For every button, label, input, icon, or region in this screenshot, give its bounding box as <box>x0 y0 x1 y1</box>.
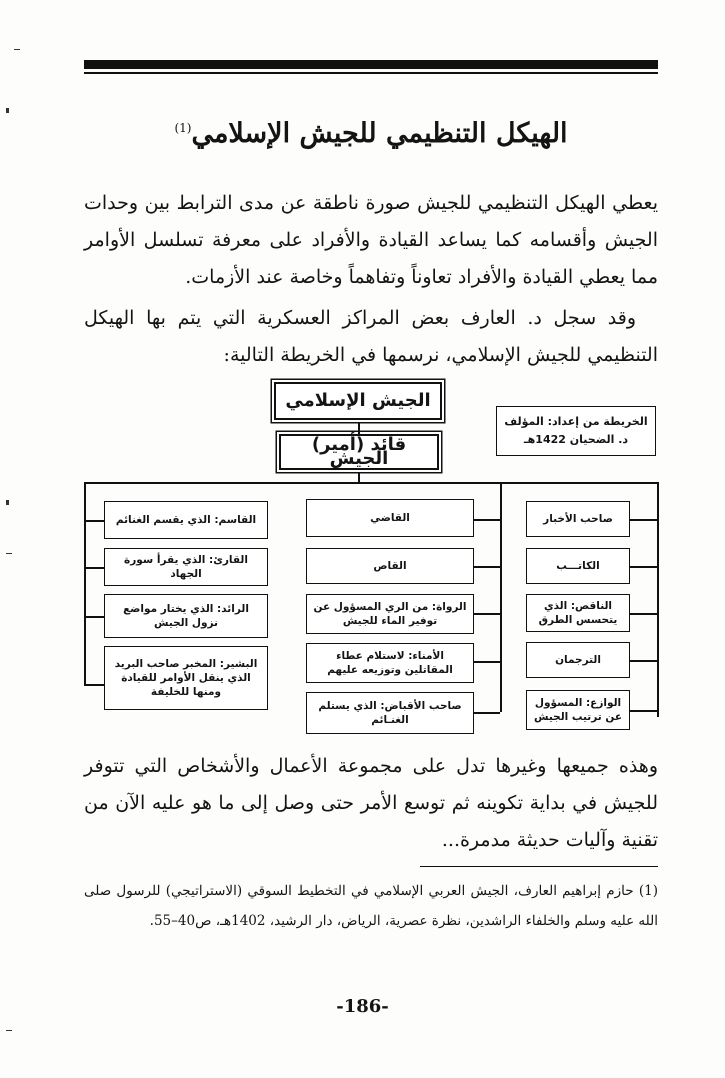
connector-left-trunk <box>84 482 86 685</box>
chart-box-news-officer: صاحب الأخبار <box>526 501 630 537</box>
margin-mark <box>6 553 12 554</box>
connector-right-trunk <box>657 482 659 717</box>
header-rule-thick <box>84 60 658 69</box>
connector-left-3 <box>84 616 104 618</box>
chart-box-spoils-keeper: صاحب الأقباض: الذي يستلم الغنـائم <box>306 692 474 734</box>
header-rule-thin <box>84 72 658 74</box>
connector-mid-3 <box>474 613 500 615</box>
connector-mid-2 <box>474 566 500 568</box>
chart-box-spoils-divider: القاسم: الذي يقسم الغنائم <box>104 501 268 539</box>
connector-mid-trunk <box>500 482 502 712</box>
footnote: (1) حازم إبراهيم العارف، الجيش العربي الإسلامي في التخطيط السوقي (الاستراتيجي) للرسول صلى الله عليه وسلم والخلفاء الراشدين، نظرة عصرية، الرياض، دار الرشيد، 1402هـ، ص40–55. <box>84 883 658 929</box>
chart-box-commander: قائد (أمير) الجيش <box>279 434 439 470</box>
chart-box-herald: البشير: المخبر صاحب البريد الذي ينقل الأوامر للقيادة ومنها للخليفة <box>104 646 268 710</box>
paragraph-conclusion: وهذه جميعها وغيرها تدل على مجموعة الأعمال والأشخاص التي تتوفر للجيش في بداية تكوينه ثم توسع الأمر حتى وصل إلى ما هو عليه الآن من تقنية وآليات حديثة مدمرة... <box>84 755 658 851</box>
chart-box-water-bearers: الرواة: من الري المسؤول عن توفير الماء للجيش <box>306 594 474 634</box>
margin-mark <box>6 108 9 113</box>
margin-mark <box>6 1030 12 1031</box>
footnote-rule <box>420 866 658 867</box>
connector-left-2 <box>84 567 104 569</box>
chart-box-islamic-army: الجيش الإسلامي <box>274 382 442 420</box>
chart-credit-box <box>496 406 656 456</box>
paragraph-intro: يعطي الهيكل التنظيمي للجيش صورة ناطقة عن مدى الترابط بين وحدات الجيش وأقسامه كما يساعد القيادة والأفراد على معرفة تسلسل الأوامر مما يعطي القيادة والأفراد تعاوناً وتفاهماً وخاصة عند الأزمات. <box>84 192 658 288</box>
connector-top <box>358 422 360 434</box>
connector-horizontal-main <box>84 482 658 484</box>
chart-box-reciter: القارئ: الذي يقرأ سورة الجهاد <box>104 548 268 586</box>
chart-box-road-scout: الناقص: الذي يتحسس الطرق <box>526 594 630 632</box>
page-title <box>84 118 658 149</box>
connector-commander-down <box>358 472 360 482</box>
connector-right-2 <box>630 566 658 568</box>
connector-right-3 <box>630 613 658 615</box>
credit-line-2: د. الضحيان 1422هـ <box>523 433 629 446</box>
connector-right-1 <box>630 519 658 521</box>
title-text: الهيكل التنظيمي للجيش الإسلامي <box>191 118 568 149</box>
title-footnote-ref: (1) <box>174 121 192 135</box>
connector-left-1 <box>84 520 104 522</box>
connector-right-5 <box>630 710 658 712</box>
paragraph-reference: وقد سجل د. العارف بعض المراكز العسكرية التي يتم بها الهيكل التنظيمي للجيش الإسلامي، نرسمها في الخريطة التالية: <box>84 307 658 366</box>
connector-mid-4 <box>474 661 500 663</box>
chart-box-storyteller: القاص <box>306 548 474 584</box>
credit-line-1: الخريطة من إعداد: المؤلف <box>504 415 648 428</box>
page-number: -186- <box>336 996 389 1017</box>
chart-box-pathfinder: الرائد: الذي يختار مواضع نزول الجيش <box>104 594 268 638</box>
connector-right-4 <box>630 660 658 662</box>
margin-mark <box>6 500 9 505</box>
margin-mark <box>14 49 20 50</box>
chart-box-judge: القاضي <box>306 499 474 537</box>
chart-box-trustees: الأمناء: لاستلام عطاء المقاتلين وتوزيعه عليهم <box>306 643 474 683</box>
chart-box-interpreter: الترجمان <box>526 642 630 678</box>
connector-mid-5 <box>474 712 500 714</box>
chart-box-marshal: الوازع: المسؤول عن ترتيب الجيش <box>526 690 630 730</box>
chart-box-scribe: الكاتـــب <box>526 548 630 584</box>
connector-mid-1 <box>474 519 500 521</box>
connector-left-4 <box>84 684 104 686</box>
